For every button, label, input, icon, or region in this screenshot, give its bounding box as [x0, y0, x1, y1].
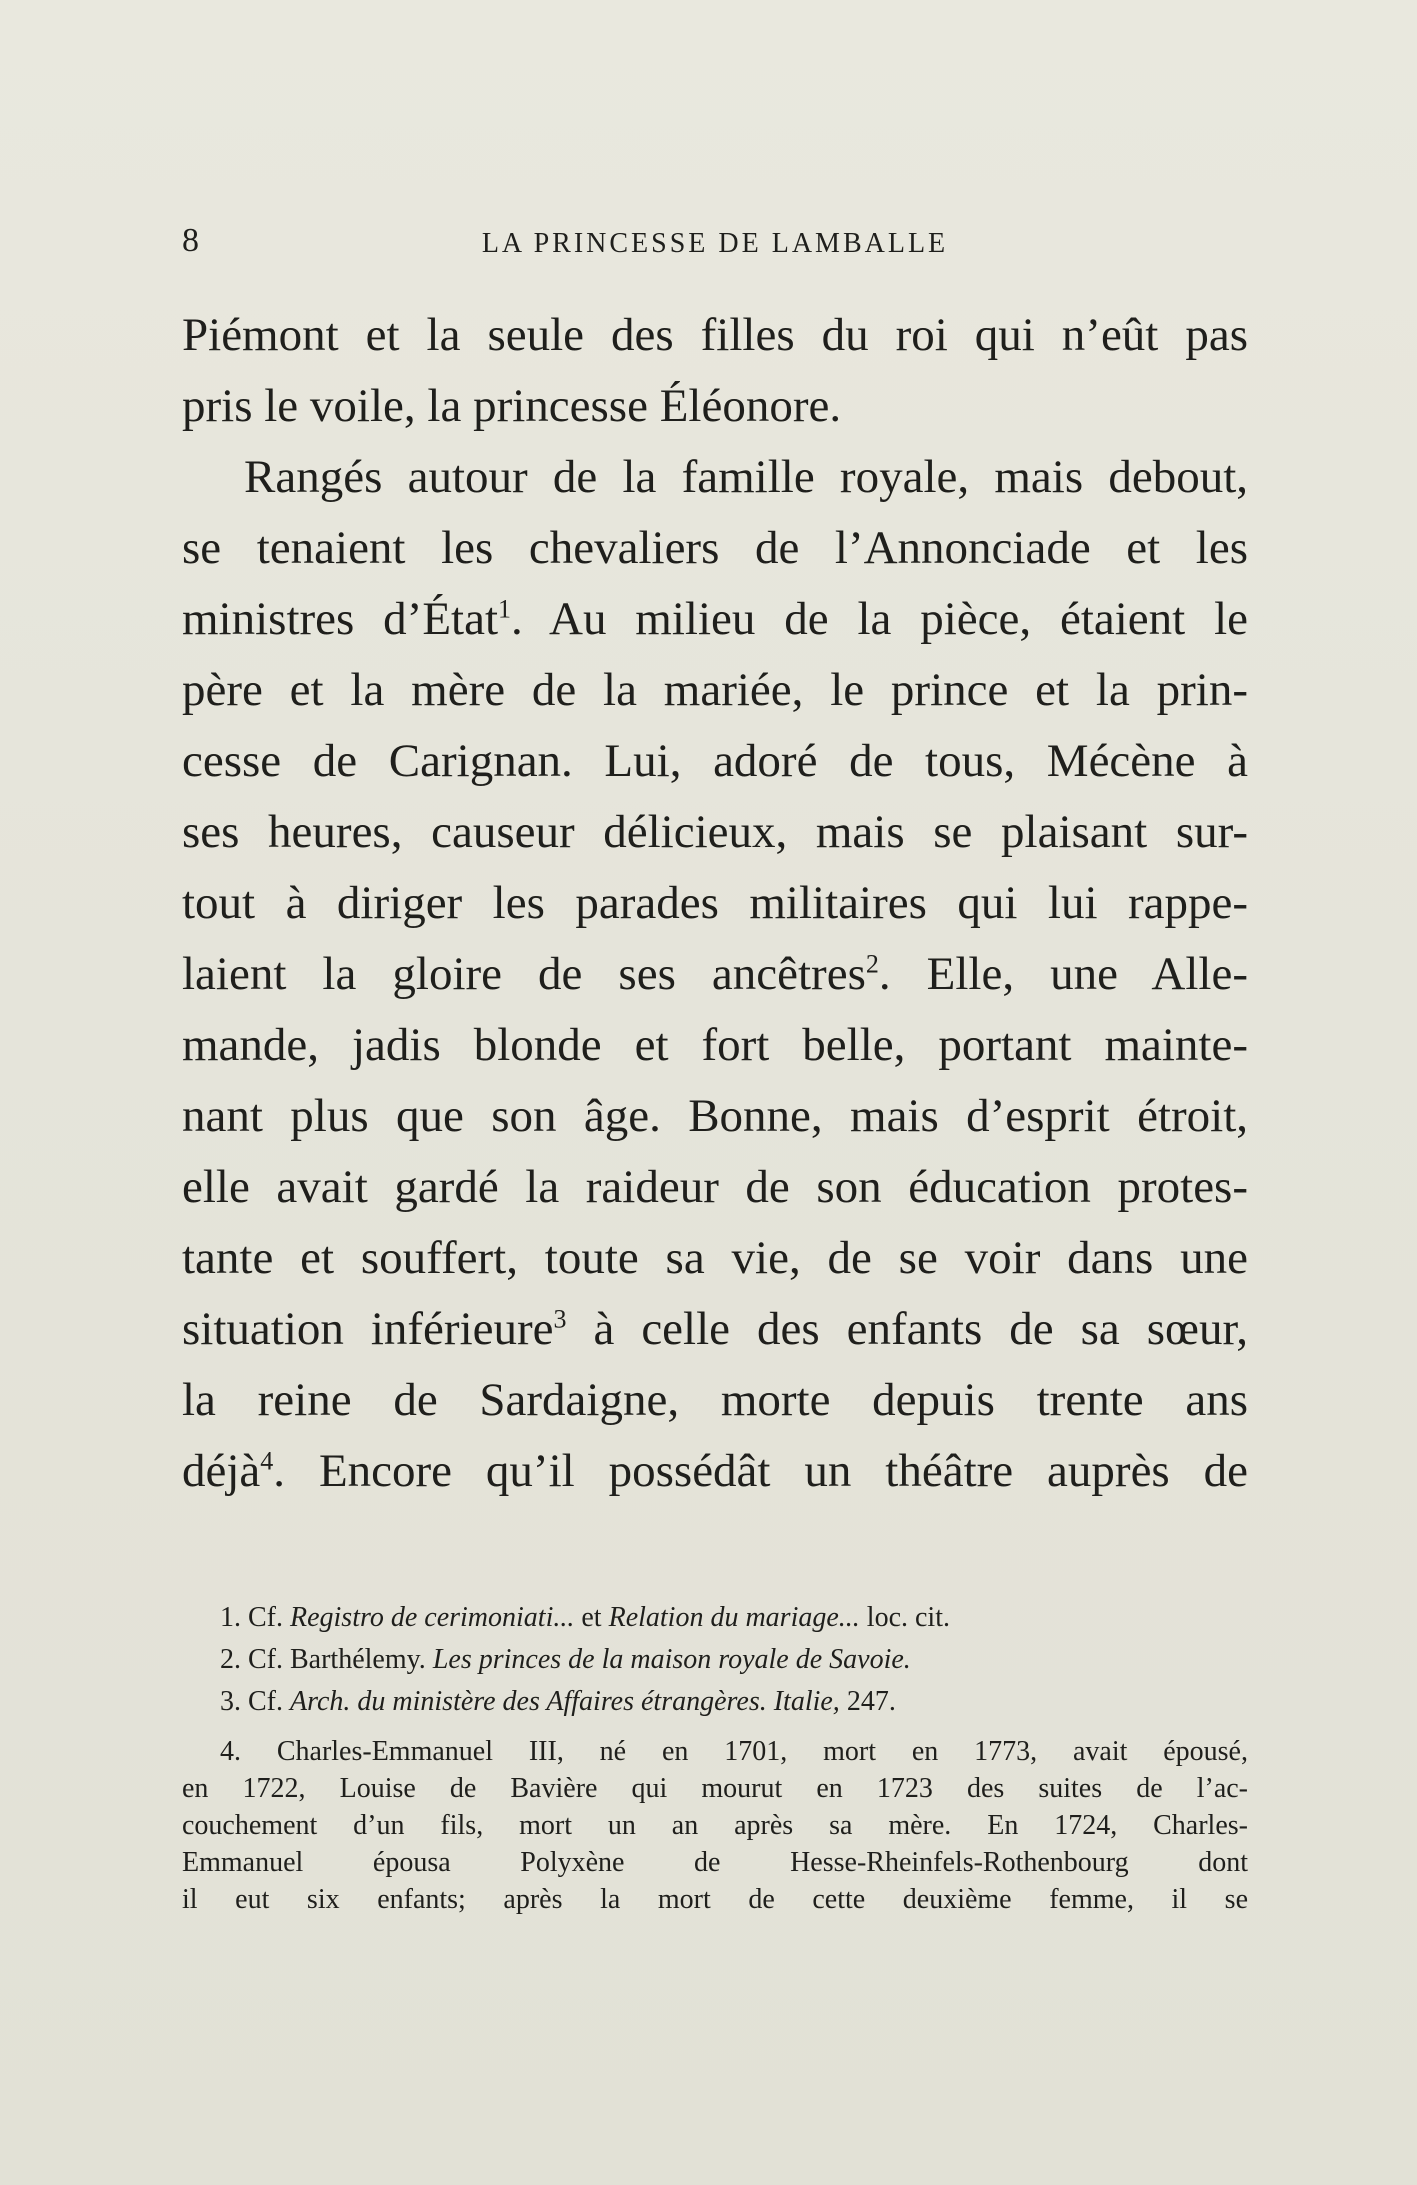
text-line [182, 1436, 1248, 1507]
text-line: mande, jadis blonde et fort belle, portant mainte- [182, 1019, 1248, 1071]
text-line: père et la mère de la mariée, le prince et la prin- [182, 664, 1248, 716]
footnote-number: 1. Cf. [220, 1602, 290, 1633]
footnote-line: couchement d’un fils, mort un an après sa mère. En 1724, Charles- [182, 1810, 1248, 1841]
footnote-4 [182, 1732, 1248, 1917]
page-header [182, 222, 1248, 266]
text-fragment: déjà [182, 1445, 261, 1497]
running-title: LA PRINCESSE DE LAMBALLE [481, 228, 949, 259]
text-line: tante et souffert, toute sa vie, de se voir dans une [182, 1232, 1248, 1284]
text-fragment: situation inférieure [182, 1303, 554, 1355]
footnote-line: 4. Charles-Emmanuel III, né en 1701, mort en 1773, avait épousé, [220, 1736, 1248, 1767]
footnote-line: Emmanuel épousa Polyxène de Hesse-Rheinfels-Rothenbourg dont [182, 1847, 1248, 1878]
text-fragment: . Encore qu’il possédât un théâtre auprès de [273, 1445, 1248, 1497]
footnote-text: et [574, 1602, 609, 1633]
footnote-3 [182, 1682, 1248, 1724]
footnote-title: Les princes de la maison royale de Savoie. [432, 1644, 911, 1675]
footnote-line: en 1722, Louise de Bavière qui mourut en 1723 des suites de l’ac- [182, 1773, 1248, 1804]
text-line [182, 584, 1248, 655]
footnote-title: Registro de cerimoniati... [290, 1602, 575, 1633]
footnote-text: loc. cit. [859, 1602, 950, 1633]
footnote-number: 2. Cf. Barthélemy. [220, 1644, 433, 1675]
footnote-ref: 3 [553, 1304, 567, 1334]
footnote-title: Relation du mariage... [608, 1602, 860, 1633]
footnote-ref: 4 [260, 1446, 274, 1476]
footnote-2 [182, 1640, 1248, 1682]
text-line: nant plus que son âge. Bonne, mais d’esprit étroit, [182, 1090, 1248, 1142]
text-line: la reine de Sardaigne, morte depuis trente ans [182, 1374, 1248, 1426]
footnote-ref: 1 [498, 594, 512, 624]
text-line: Piémont et la seule des filles du roi qui n’eût pas [182, 309, 1248, 361]
text-fragment: . Elle, une Alle- [878, 948, 1248, 1000]
text-fragment: . Au milieu de la pièce, étaient le [511, 593, 1248, 645]
footnotes [182, 1598, 1248, 1917]
text-line: ses heures, causeur délicieux, mais se plaisant sur- [182, 806, 1248, 858]
text-line: cesse de Carignan. Lui, adoré de tous, Mécène à [182, 735, 1248, 787]
text-fragment: ministres d’État [182, 593, 499, 645]
text-line [182, 939, 1248, 1010]
page-number: 8 [182, 222, 199, 259]
text-line [182, 1294, 1248, 1365]
text-line: pris le voile, la princesse Éléonore. [182, 380, 842, 432]
text-fragment: laient la gloire de ses ancêtres [182, 948, 866, 1000]
footnote-line: il eut six enfants; après la mort de cette deuxième femme, il se [182, 1884, 1248, 1915]
footnote-ref: 2 [865, 949, 879, 979]
text-line: tout à diriger les parades militaires qui lui rappe- [182, 877, 1248, 929]
text-line: se tenaient les chevaliers de l’Annonciade et les [182, 522, 1248, 574]
footnote-1 [182, 1598, 1248, 1640]
text-line: elle avait gardé la raideur de son éducation protes- [182, 1161, 1248, 1213]
footnote-title: Arch. du ministère des Affaires étrangères. Italie, [290, 1686, 840, 1717]
text-fragment: à celle des enfants de sa sœur, [566, 1303, 1248, 1355]
footnote-text: 247. [839, 1686, 896, 1717]
text-line: Rangés autour de la famille royale, mais debout, [244, 451, 1248, 503]
main-text [182, 300, 1248, 1507]
footnote-number: 3. Cf. [220, 1686, 290, 1717]
